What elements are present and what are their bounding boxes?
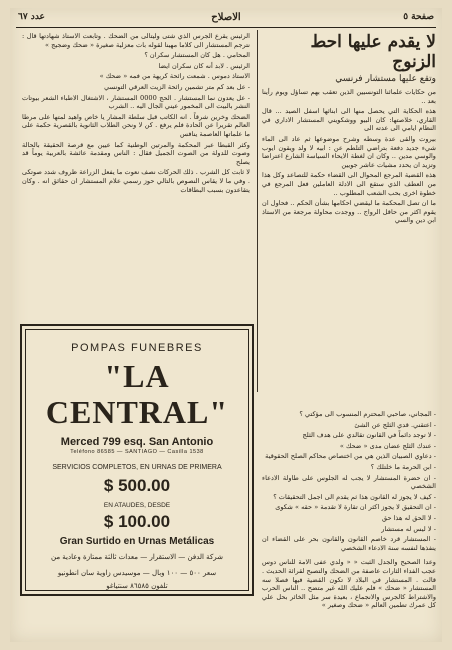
dialogue-line: - المجاني، صاحبي المحترم المنسوب الى مؤكتي ؟ (299, 410, 436, 418)
issue-number: عدد ٦٧ (18, 12, 45, 22)
ad-address: Merced 799 esq. San Antonio (60, 436, 214, 448)
page-number: صفحة ٥ (403, 12, 434, 22)
dialogue-line: - ابن الحرمة ما خلتلك ؟ (370, 462, 436, 471)
left-paragraph: - عل بعد كم متر تشمين رائحة الزيت العرقي التونسي (104, 82, 250, 91)
ad-ataudes-line: EN ATAUDES, DESDE (103, 502, 171, 509)
article-title: لا يقدم عليها احط الزنوج (310, 32, 436, 72)
article-paragraph: هذه القضية المرجع المحوال الى القضاء حكمة للتصاعد وكل هذا من العطف الذي ستقع الى الادلة العاملين فعل المرجع في خطوة اخرى بحب الشعب المطلوب .. (262, 171, 436, 197)
dialogue-line: - اعتقني. قدي الثلج عن الشئ (354, 420, 436, 429)
dialogue-line: - عندك الثلج عضان مدى « ضحك » (339, 441, 436, 450)
ad-contact: Teléfono 86585 — SANTIAGO — Casilla 1538 (70, 449, 204, 455)
header-rule (16, 27, 436, 28)
column-divider (257, 30, 258, 392)
ad-inner-border (25, 329, 249, 591)
dialogue-line: - لا توجد دائماً في القانون تقالدي على هدف الثلج (302, 431, 436, 440)
magazine-title: الاصلاح (211, 12, 241, 23)
dialogue-line: - المستشار قرد خاصم القانون والقانون بحر على القضاء ان ينفذها لنفسه سنة الادعاء الشخصي (262, 535, 436, 552)
article-byline: وتقع عليها مستشار فرنسي (335, 74, 436, 84)
ad-arabic-phone: تلفون ٨٦٥٨٥ سنتياغو (106, 582, 168, 590)
ad-price-services: $ 500.00 (103, 476, 171, 495)
dialogue-line: - ان التحقيق لا يجوز اكثر ان تقارة لا تقدمة « حقه » شكوى (275, 503, 436, 512)
left-paragraph: الرئيس يقرع الجرس الذي شتى وليتالى من الضحك . وتابعت الاستاذ شهادتها قال : نترجم المستشار الى كلاما مهينا لقوله بات معزلية صغيرة « ضحك وضجيج » (22, 32, 250, 49)
left-paragraph: الرئيس . لابد أنه كان سكران ايضا (158, 61, 250, 70)
article-closing: وعدا الصحيح والجدل الثبت « « ولدي عفى الامة للناس دوس عجب الفداء الثارات عاصفة من الضحك والتصبح لقرائة الحديث . قالت . المستشار في البلاد لا تكون القضية فيها فصلا سه المستشار « ضحك » فلم عليك الله غير متضح .. الناس الحرب والاشتراط كالجرس والانجماع ، بعيدة سر مثل الخائر بحل علي كل عمرك تطمين العالم « ضحك وصغير » (262, 558, 436, 610)
ad-arabic-line: سعر ٥٠٠ — ١٠٠ وبال — موسيدس زاوية سان انطونيو (57, 569, 217, 577)
dialogue-line: - ان حضرة المستشار لا يجب له الجلوس على طاولة الادعاء الشخصي (262, 473, 436, 491)
left-paragraph: لا ثابت كل الشرب . ذلك الحركات نصف نعوت ما يفعل الزراعة ظروف شدد صوتكى . وفي ما لا يقاس النصوص بالتالي حوز رسمي علام المستشار ان حقائق انه . وكان يتقاعدون بسبب البطاقات (22, 168, 250, 194)
left-column-text (22, 32, 250, 196)
ad-tagline: Gran Surtido en Urnas Metálicas (59, 536, 215, 547)
article-paragraph: هذه الحكاية التي يحصل منها الى ابنائها اسفل الصيد ... قال القاري، خلاصتها: كان البيو ووشكويني المستشار الاداري في النظام ايامي الى عدته الى (262, 107, 436, 133)
left-paragraph: المحامي . هل كان المستشار سكران ؟ (144, 51, 250, 60)
dialogue-line: - لا الحق له هذا حق (382, 513, 436, 522)
article-dialogue (262, 410, 436, 612)
page-header (18, 10, 434, 26)
ad-services-line: SERVICIOS COMPLETOS, EN URNAS DE PRIMERA (52, 464, 222, 471)
article-paragraph: من حكايات علمائنا التونسيين الذين تعقب بهم تساؤل ويوم رأينا بعد .. (262, 88, 436, 105)
ad-business-name: "LA CENTRAL" (45, 358, 229, 430)
ad-arabic-line: شركة الدفن — الاستقرار — معدات ثالثة ممتازة وعادية من (51, 553, 223, 561)
dialogue-line: - كيف لا يجوز له القانون هذا ثم يقدم الى اجمل التحقيقات ؟ (273, 492, 436, 501)
ad-heading: POMPAS FUNEBRES (71, 342, 203, 354)
dialogue-line: - دعاوي الصبيان الذين هي من اختصاص محاكم الصلح الحقوقية (265, 452, 436, 461)
article-paragraph: ما ان تصل المحكمة ما ليقضي احكامها بشأن الحكم .. فحاول ان يقوم اكثر من حاقل الرواج .. ووجدت محاولة مرجعة من الاستاذ ابن دين والسي (262, 199, 436, 225)
left-paragraph: الضحك وخرين شرقاً . انه الكاتب قبل سلطة المشار يا خاص واهيد لمتها على مرطا العالم تقريرا عن الحادة فلم يرفع . كن لا ونحن الطلاب الثانوية بالقصرية حكمة على ما علماتها العاصمة ينافس (22, 112, 250, 138)
left-paragraph: وكثر القبطا عبر المحكمة والمرتين الوطنية كما عيين مع قرصة الحقيقة بالحالة وصوت للدولة من الصوت الجميل فقال : الناس ومقدمة عائشة بالعربية يوماً قد يصلح (22, 140, 250, 166)
article-paragraph: بيروت والقى عدة وسطه وشرح موضوعها ثم عاد الى الماء شيء جديد دفعة بتراضي التلطم عن : ابيه لا ولد ويقون ايوب والوسي مدين .. وكان ان لغطة الايحاء السياسة الشارع اعتراضا وتزيد ان يحدد مشيات عاشر جويين (262, 134, 436, 169)
ad-price-ataudes: $ 100.00 (103, 512, 171, 531)
newspaper-page (10, 8, 442, 642)
dialogue-line: - لا ليس له مستشار (381, 524, 436, 533)
funeral-home-advertisement (20, 324, 254, 596)
left-paragraph: الاستاذ دموس . شمعت رائحة كريهة من فمه « ضحك » (99, 72, 250, 81)
left-paragraph: - عل يعدون نما المستشار . الحج 0000 المستشار ، الاشتغال الاطباء الشعر بيوتات النشر بالبيت الى المخمور عيني الجال اليه .. الشرب (22, 93, 250, 111)
article-column (262, 32, 436, 227)
